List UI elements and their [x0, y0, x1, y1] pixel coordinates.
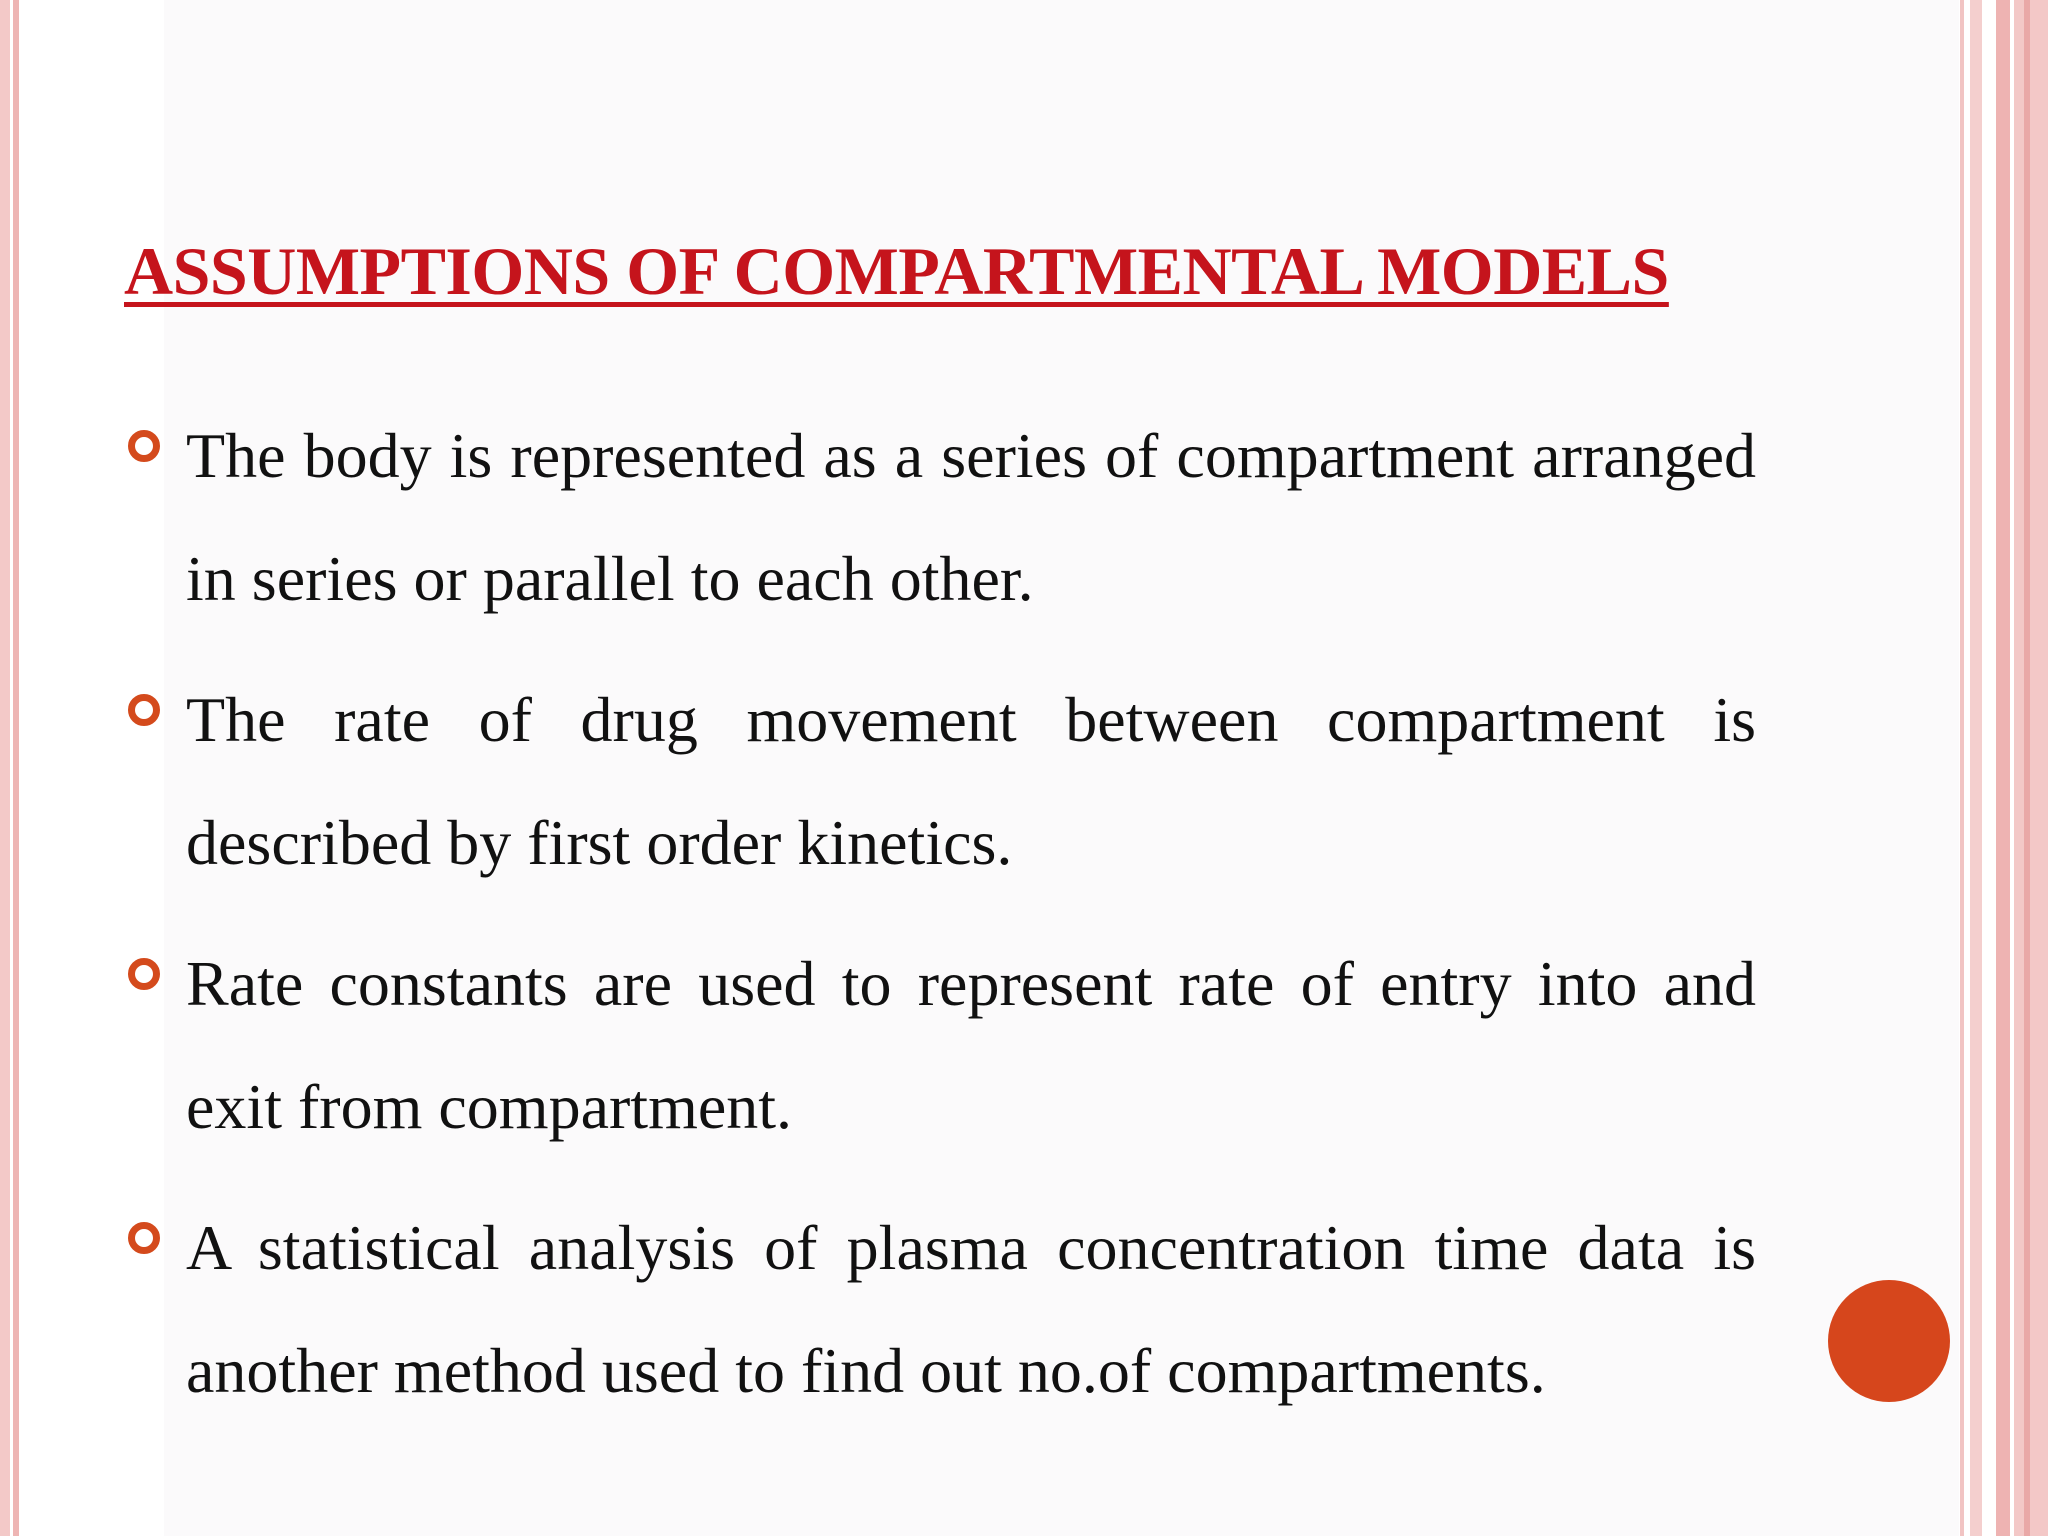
bullet-item: [128, 394, 1756, 640]
ring-bullet-icon: [128, 958, 160, 990]
left-stripe-inner: [13, 0, 19, 1536]
right-stripe-5: [2024, 0, 2030, 1536]
bullet-list: [128, 394, 1756, 1450]
right-stripe-2: [1970, 0, 1982, 1536]
orange-circle-icon: [1828, 1280, 1950, 1402]
right-stripe-4: [2014, 0, 2048, 1536]
bullet-text: The rate of drug movement between compartment is described by first order kinetics.: [186, 684, 1756, 878]
left-stripe-outer: [0, 0, 10, 1536]
bullet-text: Rate constants are used to represent rate of entry into and exit from compartment.: [186, 948, 1756, 1142]
right-stripe-3: [1996, 0, 2010, 1536]
bullet-text: The body is represented as a series of compartment arranged in series or parallel to each other.: [186, 420, 1756, 614]
bullet-item: [128, 922, 1756, 1168]
ring-bullet-icon: [128, 430, 160, 462]
ring-bullet-icon: [128, 1222, 160, 1254]
bullet-text: A statistical analysis of plasma concentration time data is another method used to find out no.of compartments.: [186, 1212, 1756, 1406]
slide-title: ASSUMPTIONS OF COMPARTMENTAL MODELS: [124, 233, 1669, 309]
right-stripe-1: [1960, 0, 1964, 1536]
bullet-item: [128, 658, 1756, 904]
bullet-item: [128, 1186, 1756, 1432]
ring-bullet-icon: [128, 694, 160, 726]
